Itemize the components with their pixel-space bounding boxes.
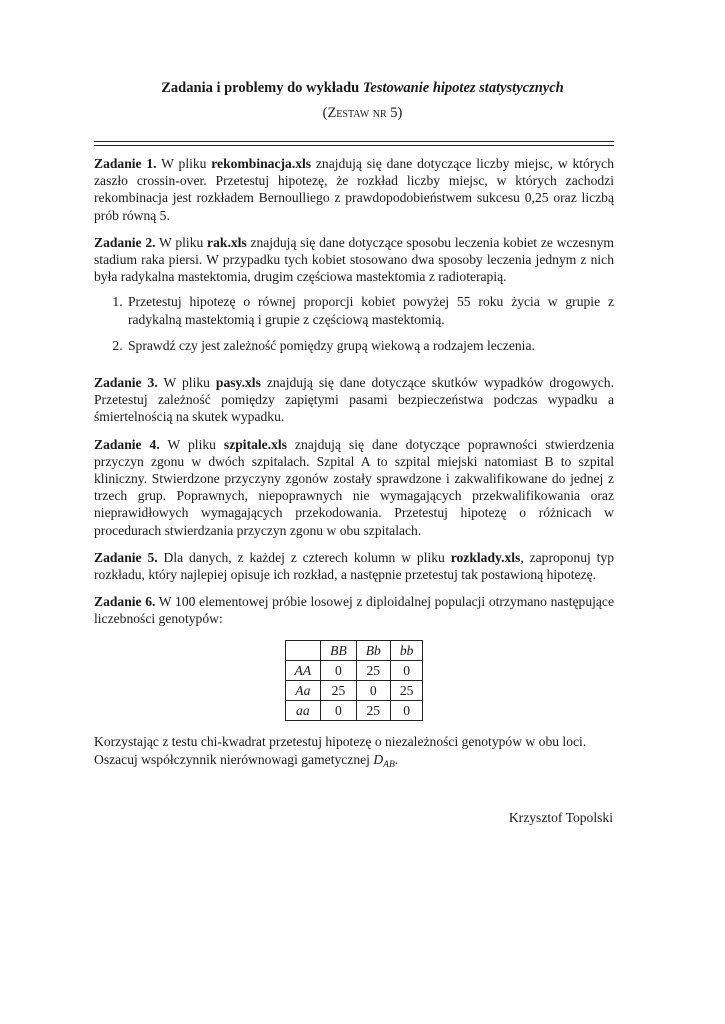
followup-line-2: Oszacuj współczynnik nierównowagi gametycznej $D_{AB}$. [94, 751, 399, 770]
table-row [285, 701, 423, 721]
table-cell: 0 [321, 660, 357, 680]
task-label: Zadanie 6. [94, 594, 156, 610]
followup-line-1: Korzystając z testu chi-kwadrat przetestuj hipotezę o niezależności genotypów w obu loci. [94, 734, 587, 750]
task-label: Zadanie 1. [94, 156, 157, 171]
table-cell: 25 [356, 660, 390, 680]
document-header [0, 78, 725, 123]
table-row-header: Aa [285, 681, 321, 701]
table-cell: 0 [321, 701, 357, 721]
table-column-header: BB [321, 640, 357, 660]
author-name: Krzysztof Topolski [508, 810, 613, 825]
table-corner-cell [285, 640, 321, 660]
subtask-list [94, 293, 614, 354]
symbol-d: D [373, 751, 384, 767]
table-cell: 25 [390, 681, 423, 701]
subtask-item: 2. Sprawdź czy jest zależność pomiędzy grupą wiekową a rodzajem leczenia. [126, 337, 614, 354]
subtask-item: 1. Przetestuj hipotezę o równej proporcji kobiet powyżej 55 roku życia w grupie z radykalną mastektomią i grupie z częściową mastektomią. [126, 293, 614, 327]
task-2: Zadanie 2. W pliku rak.xls znajdują się dane dotyczące sposobu leczenia kobiet ze wczesnym stadium raka piersi. W przypadku tych kobiet stosowano dwa sposoby leczenia jednym z nich była radykalna mastektomia, drugim częściowa mastektomia z radioterapią. 1. Przetestuj hipotezę o równej proporcji kobiet powyżej 55 roku życia w grupie z radykalną mastektomią i grupie z częściową mastektomią. 2. Sprawdź czy jest zależność pomiędzy grupą wiekową a rodzajem leczenia. [94, 234, 614, 354]
tasks-content [94, 155, 614, 784]
task-label: Zadanie 4. [94, 436, 160, 452]
header-rule-top [94, 141, 614, 142]
title-course-name: Testowanie hipotez statystycznych [362, 80, 564, 96]
table-row-header: AA [285, 660, 321, 680]
file-name: rekombinacja.xls [211, 156, 312, 171]
table-cell: 25 [356, 701, 390, 721]
table-column-header: bb [390, 640, 423, 660]
task-6-followup [94, 733, 614, 773]
table-cell: 0 [356, 681, 390, 701]
task-4: Zadanie 4. W pliku szpitale.xls znajdują się dane dotyczące poprawności stwierdzenia przyczyn zgonu w dwóch szpitalach. Szpital A to szpital miejski natomiast B to szpital kliniczny. Stwierdzone przyczyny zgonów zostały sprawdzone i zakwalifikowane do jednej z trzech grup. Poprawnych, niepoprawnych nie wymagających przekwalifikowania oraz nieprawidłowych wymagających przekodowania. Przetestuj hipotezę o różnicach w procedurach stwierdzania przyczyn zgonu w obu szpitalach. [94, 436, 615, 538]
table-cell: 0 [390, 660, 423, 680]
file-name: rozklady.xls [450, 549, 521, 565]
file-name: szpitale.xls [223, 436, 287, 452]
symbol-subscript: AB [383, 759, 395, 770]
document-subtitle: (Zestaw nr 5) [322, 105, 403, 121]
task-6: Zadanie 6. W 100 elementowej próbie losowej z diploidalnej populacji otrzymano następujące liczebności genotypów: BB Bb bb AA 0 25 0 Aa 25 0 25 aa 0 25 0 Korzystając z testu chi-kwadrat przetestuj hipotezę o niezależności genotypów w obu loci. Oszacuj współczynnik nierównowagi gametycznej $D_{AB}$. [94, 593, 614, 774]
file-name: pasy.xls [215, 375, 261, 391]
task-label: Zadanie 5. [94, 549, 158, 565]
table-header-row [285, 640, 423, 660]
task-label: Zadanie 3. [94, 375, 158, 391]
task-5: Zadanie 5. Dla danych, z każdej z czterech kolumn w pliku rozklady.xls, zaproponuj typ rozkładu, który najlepiej opisuje ich rozkład, a następnie przetestuj tak postawioną hipotezę. [94, 549, 614, 583]
table-cell: 0 [390, 701, 423, 721]
table-row-header: aa [285, 701, 321, 721]
table-row [285, 660, 423, 680]
document-title: Zadania i problemy do wykładu Testowanie hipotez statystycznych [161, 80, 564, 96]
genotype-table [285, 640, 424, 722]
task-3: Zadanie 3. W pliku pasy.xls znajdują się dane dotyczące skutków wypadków drogowych. Przetestuj zależność pomiędzy zapiętymi pasami bezpieczeństwa podczas wypadku a śmiertelnością na skutek wypadku. [94, 375, 614, 425]
task-label: Zadanie 2. [94, 234, 156, 250]
table-row [285, 681, 423, 701]
task-1: Zadanie 1. W pliku rekombinacja.xls znajdują się dane dotyczące liczby miejsc, w których zaszło crossin-over. Przetestuj hipotezę, że rozkład liczby miejsc, w których zachodzi rekombinacja jest rozkładem Bernoulliego z prawdopodobieństwem sukcesu 0,25 oraz liczbą prób równą 5. [94, 156, 615, 223]
header-rule-bottom [94, 145, 614, 146]
table-column-header: Bb [356, 640, 390, 660]
table-cell: 25 [321, 681, 357, 701]
file-name: rak.xls [207, 234, 247, 250]
